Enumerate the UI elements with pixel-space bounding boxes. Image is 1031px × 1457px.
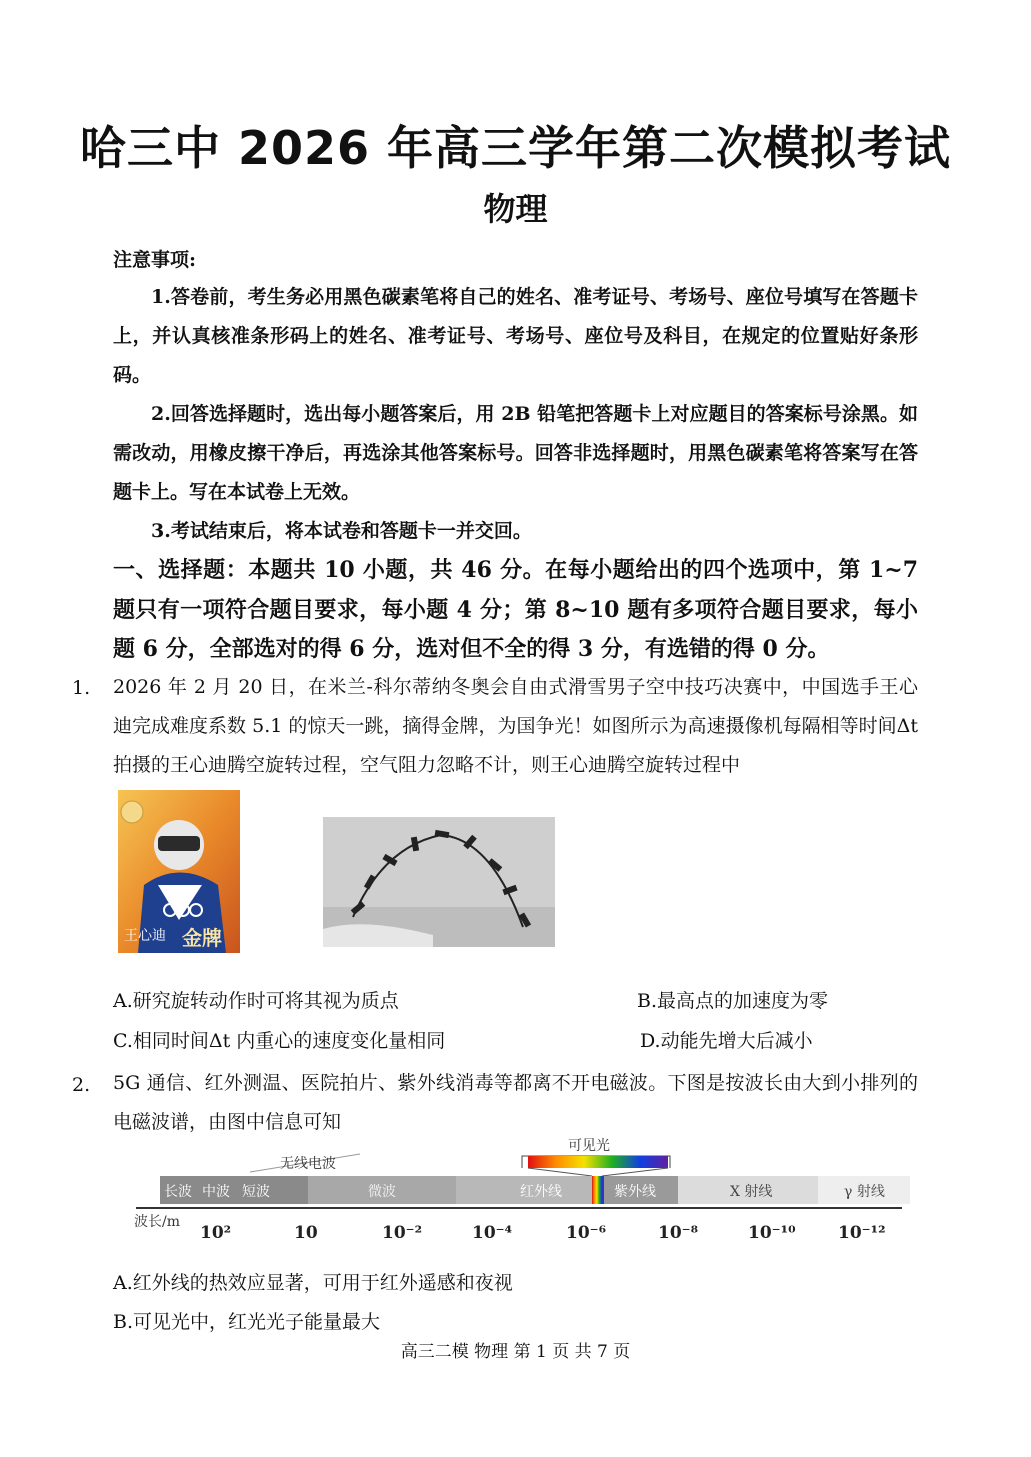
band-infrared: 红外线 <box>520 1184 562 1200</box>
radio-wave-label: 无线电波 <box>280 1156 336 1172</box>
axis-label: 波长/m <box>134 1214 180 1230</box>
tick-label: 10⁻² <box>382 1223 423 1243</box>
em-spectrum-figure <box>130 1132 910 1247</box>
tick-label: 10⁻¹⁰ <box>748 1223 796 1243</box>
tick-label: 10⁻¹² <box>838 1223 886 1243</box>
band-long-wave: 长波 <box>164 1184 192 1200</box>
note-item-2: 2.回答选择题时，选出每小题答案后，用 2B 铅笔把答题卡上对应题目的答案标号涂黑。如需改动，用橡皮擦干净后，再选涂其他答案标号。回答非选择题时，用黑色碳素笔将答案写在答题卡上。写在本试卷上无效。 <box>113 403 918 503</box>
notes-heading: 注意事项: <box>113 249 197 271</box>
page-footer: 高三二模 物理 第 1 页 共 7 页 <box>400 1342 631 1362</box>
tick-label: 10⁻⁴ <box>472 1223 513 1243</box>
note-item-1: 1.答卷前，考生务必用黑色碳素笔将自己的姓名、准考证号、考场号、座位号填写在答题卡上，并认真核准条形码上的姓名、准考证号、考场号、座位号及科目，在规定的位置贴好条形码。 <box>113 286 918 386</box>
tick-label: 10 <box>294 1223 318 1243</box>
q1-option-d: D.动能先增大后减小 <box>640 1030 813 1052</box>
q1-option-b: B.最高点的加速度为零 <box>637 990 829 1012</box>
tick-label: 10⁻⁶ <box>566 1223 607 1243</box>
jump-sequence-photo <box>323 817 555 947</box>
note-item-3: 3.考试结束后，将本试卷和答题卡一并交回。 <box>151 520 532 542</box>
q2-option-b: B.可见光中，红光光子能量最大 <box>113 1311 381 1333</box>
q1-option-a: A.研究旋转动作时可将其视为质点 <box>113 990 399 1012</box>
question-stem: 2026 年 2 月 20 日，在米兰-科尔蒂纳冬奥会自由式滑雪男子空中技巧决赛中，中国选手王心迪完成难度系数 5.1 的惊天一跳，摘得金牌，为国争光！如图所示为高速摄像机每隔相等时间Δt 拍摄的王心迪腾空旋转过程，空气阻力忽略不计，则王心迪腾空旋转过程中 <box>113 676 918 776</box>
section-heading: 一、选择题：本题共 10 小题，共 46 分。在每小题给出的四个选项中，第 1~7 题只有一项符合题目要求，每小题 4 分；第 8~10 题有多项符合题目要求，每小题 6 分，全部选对的得 6 分，选对但不全的得 3 分，有选错的得 0 分。 <box>113 557 918 662</box>
subject-title: 物理 <box>483 190 548 228</box>
visible-light-label: 可见光 <box>568 1138 610 1154</box>
photo-athlete-name: 王心迪 <box>124 928 166 944</box>
tick-label: 10⁻⁸ <box>658 1223 699 1243</box>
band-gamma-ray: γ 射线 <box>844 1184 885 1200</box>
band-short-wave: 短波 <box>242 1184 270 1200</box>
q2-option-a: A.红外线的热效应显著，可用于红外遥感和夜视 <box>113 1272 513 1294</box>
band-x-ray: X 射线 <box>730 1184 773 1200</box>
exam-title: 哈三中 2026 年高三学年第二次模拟考试 <box>79 121 952 175</box>
photo-medal-text: 金牌 <box>182 926 222 950</box>
band-microwave: 微波 <box>368 1184 396 1200</box>
band-medium-wave: 中波 <box>202 1184 230 1200</box>
question-number: 2. <box>72 1074 91 1096</box>
athlete-photo <box>118 790 240 953</box>
question-number: 1. <box>72 677 91 699</box>
question-stem: 5G 通信、红外测温、医院拍片、紫外线消毒等都离不开电磁波。下图是按波长由大到小排列的电磁波谱，由图中信息可知 <box>113 1072 918 1133</box>
tick-label: 10² <box>200 1223 232 1243</box>
q1-option-c: C.相同时间Δt 内重心的速度变化量相同 <box>113 1030 446 1052</box>
band-ultraviolet: 紫外线 <box>614 1184 656 1200</box>
